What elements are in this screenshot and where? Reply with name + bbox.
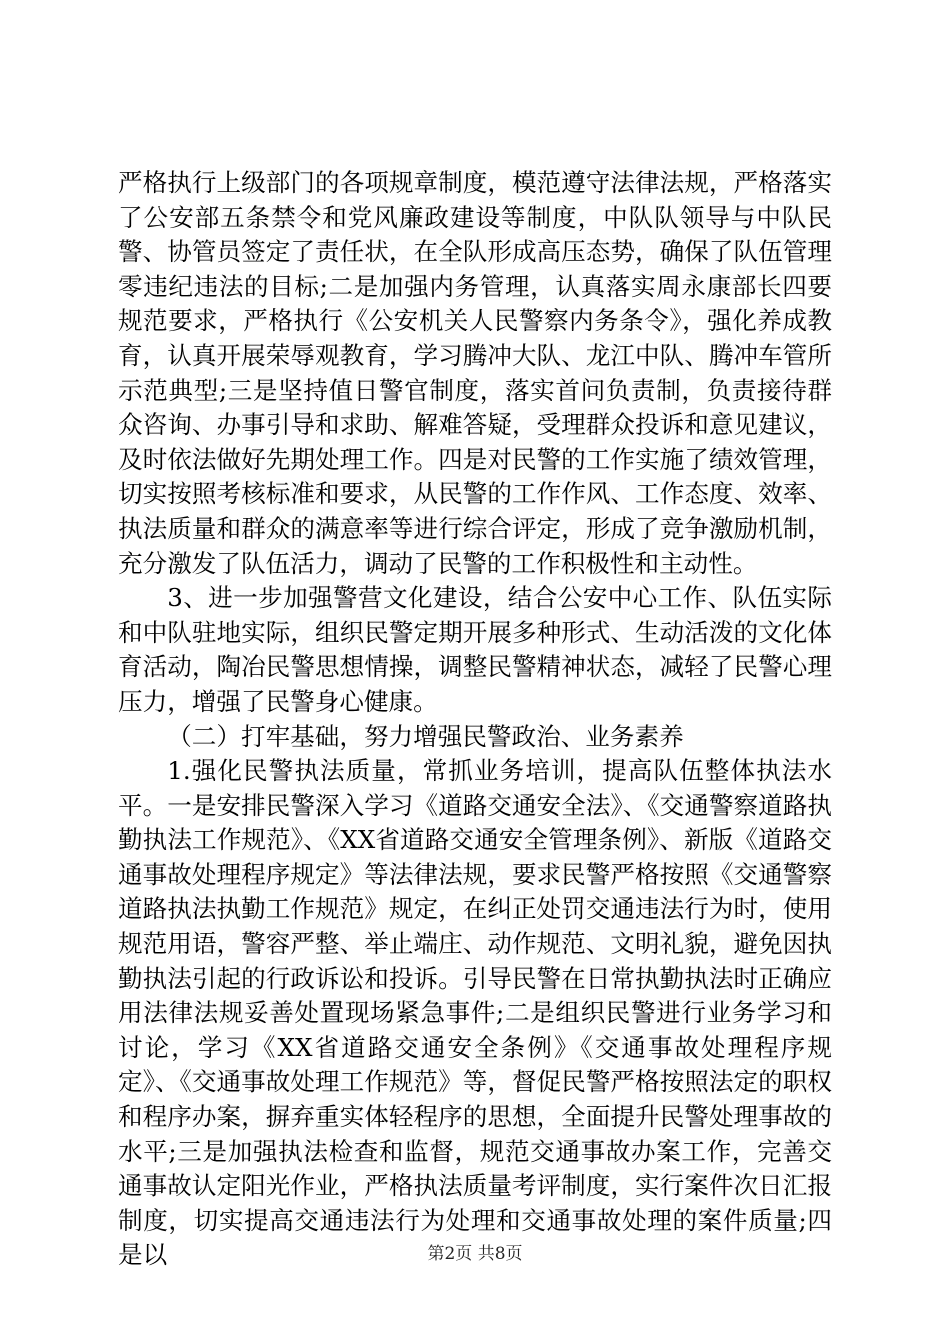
page-number-footer: 第2页 共8页 <box>427 1244 523 1264</box>
document-body <box>118 166 832 1273</box>
section-heading: （二）打牢基础，努力增强民警政治、业务素养 <box>167 721 684 751</box>
paragraph-continuation: 严格执行上级部门的各项规章制度，模范遵守法律法规，严格落实了公安部五条禁令和党风廉政建设等制度，中队队领导与中队民警、协管员签定了责任状，在全队形成高压态势，确保了队伍管理零违纪违法的目标;二是加强内务管理，认真落实周永康部长四要规范要求，严格执行《公安机关人民警察内务条令》，强化养成教育，认真开展荣辱观教育，学习腾冲大队、龙江中队、腾冲车管所示范典型;三是坚持值日警官制度，落实首问负责制，负责接待群众咨询、办事引导和求助、解难答疑，受理群众投诉和意见建议，及时依法做好先期处理工作。四是对民警的工作实施了绩效管理，切实按照考核标准和要求，从民警的工作作风、工作态度、效率、执法质量和群众的满意率等进行综合评定，形成了竞争激励机制，充分激发了队伍活力，调动了民警的工作积极性和主动性。 <box>118 168 832 578</box>
paragraph-culture: 3、进一步加强警营文化建设，结合公安中心工作、队伍实际和中队驻地实际，组织民警定期开展多种形式、生动活泼的文化体育活动，陶冶民警思想情操，调整民警精神状态，减轻了民警心理压力，增强了民警身心健康。 <box>118 583 832 716</box>
paragraph-training: 1.强化民警执法质量，常抓业务培训，提高队伍整体执法水平。一是安排民警深入学习《道路交通安全法》、《交通警察道路执勤执法工作规范》、《XX省道路交通安全管理条例》、新版《道路交通事故处理程序规定》等法律法规，要求民警严格按照《交通警察道路执法执勤工作规范》规定，在纠正处罚交通违法行为时，使用规范用语，警容严整、举止端庄、动作规范、文明礼貌，避免因执勤执法引起的行政诉讼和投诉。引导民警在日常执勤执法时正确应用法律法规妥善处置现场紧急事件;二是组织民警进行业务学习和讨论，学习《XX省道路交通安全条例》《交通事故处理程序规定》、《交通事故处理工作规范》等，督促民警严格按照法定的职权和程序办案，摒弃重实体轻程序的思想，全面提升民警处理事故的水平;三是加强执法检查和监督，规范交通事故办案工作，完善交通事故认定阳光作业，严格执法质量考评制度，实行案件次日汇报制度，切实提高交通违法行为处理和交通事故处理的案件质量;四是以 <box>118 756 832 1270</box>
